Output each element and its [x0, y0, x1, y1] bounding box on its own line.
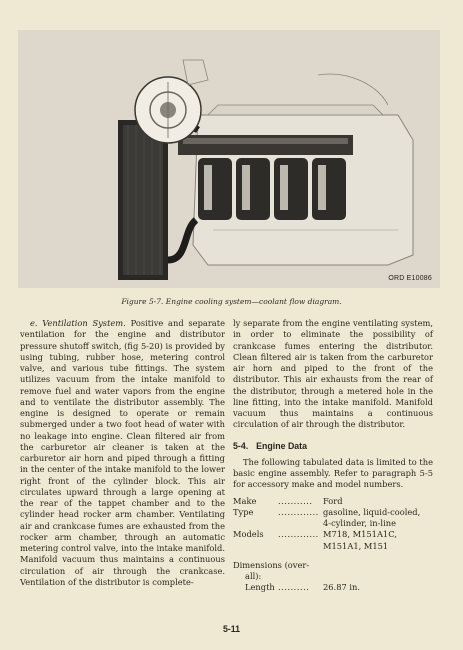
spec-label: Length: [245, 582, 275, 593]
spec-dimensions-label-continued: all):: [245, 571, 262, 581]
spec-row-length: [233, 582, 433, 593]
ventilation-paragraph: [20, 318, 225, 588]
spec-leader: ...........: [278, 495, 313, 506]
ventilation-label: e. Ventilation System.: [30, 318, 126, 328]
engine-cooling-figure: [18, 30, 440, 288]
spec-leader: ..........: [278, 582, 310, 593]
engine-data-intro: The following tabulated data is limited to the basic engine assembly. Refer to paragraph 5-5 for accessory make and model numbers.: [233, 456, 433, 490]
spec-value: M718, M151A1C,: [323, 529, 397, 540]
figure-reference-code: ORD E10086: [388, 275, 432, 282]
section-heading: [233, 441, 433, 452]
spec-row-make: [233, 496, 433, 507]
ventilation-continued: ly separate from the engine ventilating system, in order to eliminate the possibility of crankcase fumes entering the distributor. Clean filtered air is taken from the carburetor air horn and piped to the front of the distributor. This air exhausts from the rear of the distributor, through a metered hole in the line fitting, into the intake manifold. Manifold vacuum thus maintains a continuous circulation of air through the distributor.: [233, 318, 433, 430]
spec-label: Models: [233, 529, 264, 540]
page-number: 5-11: [222, 624, 241, 634]
spec-value: gasoline, liquid-cooled,: [323, 506, 421, 517]
spec-dimensions-label: Dimensions (over-: [233, 559, 310, 570]
spec-leader: .............: [278, 506, 319, 517]
right-column: [233, 318, 433, 594]
spec-leader: .............: [278, 529, 319, 540]
engine-illustration: [18, 30, 440, 288]
section-title: Engine Data: [256, 440, 308, 451]
spec-value: Ford: [323, 495, 343, 506]
spec-row-models: [233, 529, 433, 540]
spec-row-type: [233, 507, 433, 518]
figure-caption: Figure 5-7. Engine cooling system—coolant flow diagram.: [121, 297, 342, 306]
left-column: [20, 318, 225, 588]
spec-value-continued: M151A1, M151: [323, 540, 389, 551]
engine-spec-table: [233, 496, 433, 594]
section-number: 5-4.: [233, 440, 249, 451]
ventilation-text: Positive and separate ventilation for the engine and distributor pressure shutoff switch, (fig 5-20) is provided by using tubing, rubber hose, metering control valve, and various tube fittings. The system utilizes vacuum from the intake manifold to remove fuel and water vapors from the engine and to ventilate the distributor assembly. The engine is designed to operate or remain submerged under a two foot head of water with no leakage into engine. Clean filtered air from the carburetor air cleaner is taken at the carburetor air horn and piped through a fitting in the center of the intake manifold to the lower right front of the cylinder block. This air circulates upward through a large opening at the rear of the tappet chamber and to the cylinder head rocker arm chamber. Ventilating air and crankcase fumes are exhausted from the rocker arm chamber, through an automatic metering control valve, into the intake manifold. Manifold vacuum thus maintains a continuous circulation of air through the crankcase. Ventilation of the distributor is complete-: [20, 318, 225, 587]
spec-label: Make: [233, 495, 257, 506]
spec-value-continued: 4-cylinder, in-line: [323, 518, 396, 528]
spec-value: 26.87 in.: [323, 582, 361, 593]
spec-label: Type: [233, 506, 254, 517]
